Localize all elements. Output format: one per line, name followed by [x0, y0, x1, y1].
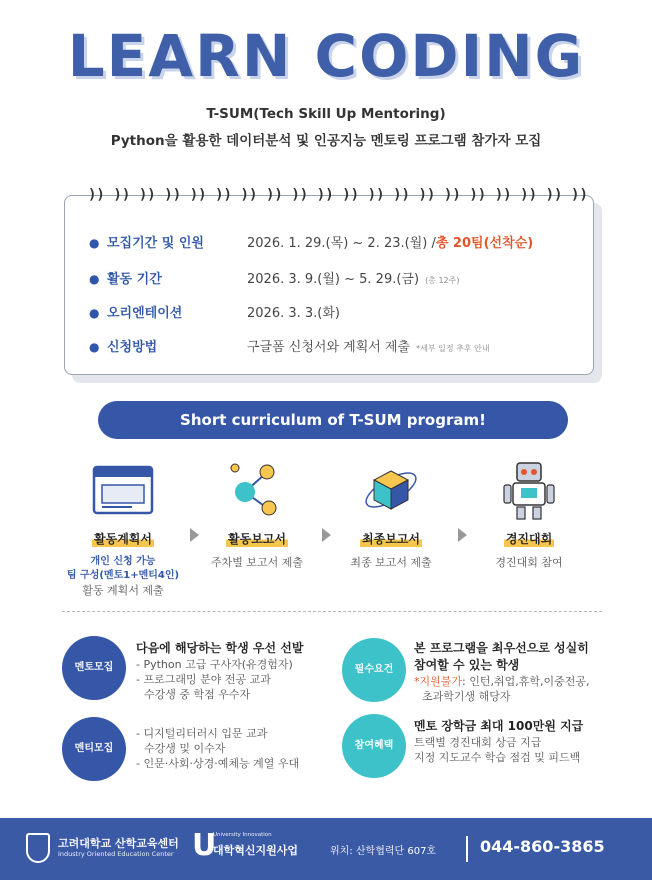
benefit-title: 멘토 장학금 최대 100만원 지급 [414, 719, 584, 733]
divider [62, 611, 602, 612]
info-highlight: 총 20팀(선착순) [435, 236, 534, 251]
benefit-info [414, 718, 624, 765]
benefit-badge: 참여혜택 [342, 714, 406, 778]
requirement-line: 초과학기생 해당자 [422, 690, 511, 703]
mentee-info [136, 726, 336, 771]
mentor-line: - 프로그래밍 분야 전공 교과 [136, 673, 271, 686]
binder-ring: )) [469, 187, 487, 203]
step-note: 팀 구성(멘토1+멘티4인) [66, 570, 180, 581]
info-note: *세부 일정 추후 안내 [416, 344, 490, 353]
info-value: 2026. 3. 3.(화) [247, 306, 340, 321]
step-final-report [326, 458, 456, 571]
binder-ring: )) [520, 187, 538, 203]
mentor-line: 수강생 중 학점 우수자 [144, 688, 251, 701]
phone-number: 044-860-3865 [480, 837, 605, 856]
org-name: 고려대학교 산학교육센터 [58, 837, 179, 850]
cube-atom-icon [326, 458, 456, 522]
binder-ring: )) [342, 187, 360, 203]
step-description: 활동 계획서 제출 [82, 584, 164, 597]
bullet-icon: ● [89, 306, 100, 320]
binder-ring: )) [443, 187, 461, 203]
program-description: Python을 활용한 데이터분석 및 인공지능 멘토링 프로그램 참가자 모집 [110, 133, 542, 149]
binder-ring: )) [164, 187, 182, 203]
mentee-line: - 인문·사회·상경·예체능 계열 우대 [136, 757, 300, 770]
info-label: 오리엔테이션 [107, 306, 183, 321]
binder-rings [88, 187, 588, 203]
footer [0, 818, 652, 880]
location: 위치: 산학협력단 607호 [330, 846, 437, 857]
info-row-application [89, 336, 490, 355]
bullet-icon: ● [89, 236, 100, 250]
bullet-icon: ● [89, 272, 100, 286]
info-row-orientation [89, 302, 340, 321]
info-value: 2026. 3. 9.(월) ~ 5. 29.(금) [247, 272, 420, 287]
binder-ring: )) [240, 187, 258, 203]
binder-ring: )) [494, 187, 512, 203]
robot-icon [464, 458, 594, 522]
bullet-icon: ● [89, 340, 100, 354]
info-row-activity-period [89, 268, 459, 287]
benefit-line: 트랙별 경진대회 상금 지급 [414, 736, 542, 749]
requirement-badge: 필수요건 [342, 638, 406, 702]
step-competition [464, 458, 594, 571]
innovation-logo-icon: U [192, 828, 217, 863]
mentee-badge: 멘티모집 [62, 717, 126, 781]
info-label: 활동 기간 [107, 272, 162, 287]
step-name: 최종보고서 [362, 532, 420, 546]
binder-ring: )) [367, 187, 385, 203]
info-box [64, 195, 594, 375]
info-row-recruit-period [89, 232, 533, 251]
page-title: LEARN CODING [67, 22, 585, 90]
mentee-line: - 디지털리터러시 입문 교과 [136, 727, 268, 740]
browser-window-icon [58, 458, 188, 522]
divider [466, 836, 468, 862]
info-label: 모집기간 및 인원 [107, 236, 204, 251]
mentee-line: 수강생 및 이수자 [144, 742, 226, 755]
ineligible-label: *지원불가 [414, 675, 463, 688]
mentor-badge: 멘토모집 [62, 636, 126, 700]
info-label: 신청방법 [107, 340, 158, 355]
binder-ring: )) [265, 187, 283, 203]
program-name-english: University Innovation [213, 832, 272, 838]
binder-ring: )) [138, 187, 156, 203]
program-name: T-SUM(Tech Skill Up Mentoring) [206, 106, 446, 122]
binder-ring: )) [418, 187, 436, 203]
binder-ring: )) [393, 187, 410, 203]
step-name: 활동계획서 [94, 532, 152, 546]
requirement-title: 본 프로그램을 최우선으로 성실히 [414, 641, 589, 655]
step-name: 활동보고서 [228, 532, 286, 546]
step-activity-plan [58, 458, 188, 599]
step-description-block [58, 555, 188, 599]
university-crest-icon [26, 833, 50, 863]
binder-ring: )) [571, 187, 588, 203]
requirement-info [414, 640, 624, 704]
benefit-line: 지정 지도교수 학습 점검 및 피드백 [414, 751, 581, 764]
step-name: 경진대회 [505, 532, 553, 546]
binder-ring: )) [316, 187, 334, 203]
ineligible-text: : 인턴,취업,휴학,이중전공, [462, 675, 590, 688]
requirement-line [414, 674, 624, 689]
network-nodes-icon [192, 458, 322, 522]
step-description: 최종 보고서 제출 [350, 556, 432, 569]
step-description: 경진대회 참여 [495, 556, 563, 569]
info-value: 구글폼 신청서와 계획서 제출 [247, 340, 411, 355]
binder-ring: )) [189, 187, 207, 203]
requirement-title: 참여할 수 있는 학생 [414, 658, 520, 672]
step-description: 주차별 보고서 제출 [210, 556, 303, 569]
binder-ring: )) [291, 187, 309, 203]
step-activity-report [192, 458, 322, 571]
curriculum-heading: Short curriculum of T-SUM program! [98, 401, 568, 439]
binder-ring: )) [215, 187, 232, 203]
mentor-info [136, 640, 336, 702]
mentor-title: 다음에 해당하는 학생 우선 선발 [136, 641, 304, 655]
org-name-english: Industry Oriented Education Center [58, 850, 174, 858]
binder-ring: )) [113, 187, 131, 203]
program-org-name: 대학혁신지원사업 [213, 844, 299, 857]
info-value: 2026. 1. 29.(목) ~ 2. 23.(월) / [247, 236, 436, 251]
step-note: 개인 신청 가능 [90, 556, 156, 567]
info-note: (총 12주) [425, 276, 460, 285]
binder-ring: )) [545, 187, 563, 203]
binder-ring: )) [88, 187, 105, 203]
mentor-line: - Python 고급 구사자(유경험자) [136, 658, 293, 671]
